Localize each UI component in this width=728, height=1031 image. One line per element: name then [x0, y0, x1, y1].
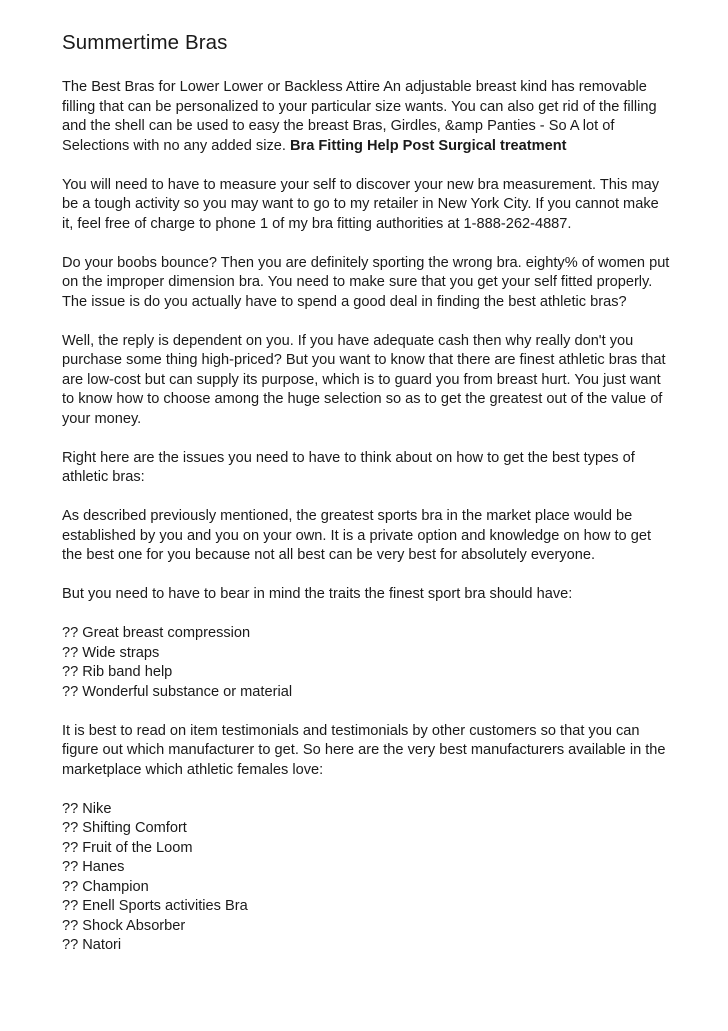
list-item	[62, 644, 674, 664]
brands-list	[62, 800, 674, 956]
list-item	[62, 839, 674, 859]
paragraph-described: As described previously mentioned, the greatest sports bra in the market place would be established by you and you on your own. It is a private option and knowledge on how to get the best one for you because not all best can be very best for absolutely everyone.	[62, 508, 652, 563]
list-item-text: Wonderful substance or material	[82, 683, 293, 700]
bullet-marker: ??	[62, 800, 79, 817]
list-item-text: Natori	[82, 937, 122, 953]
list-item	[62, 624, 674, 644]
list-item-text: Enell Sports activities Bra	[82, 898, 248, 914]
list-item	[62, 800, 674, 820]
paragraph-reply: Well, the reply is dependent on you. If you have adequate cash then why really don't you purchase some thing high-priced? But you want to know that there are finest athletic bras that are low-cost but can supply its purpose, which is to guard you from breast hurt. You just want to know how to choose among the huge selection so as to get the greatest out of the value of your money.	[62, 332, 666, 427]
bullet-marker: ??	[62, 859, 79, 875]
list-item	[62, 917, 674, 937]
list-item	[62, 936, 674, 956]
list-item-text: Wide straps	[82, 644, 160, 661]
bullet-marker: ??	[62, 664, 79, 680]
bullet-marker: ??	[62, 878, 79, 895]
paragraph-measure: You will need to have to measure your self to discover your new bra measurement. This may be a tough activity so you may want to go to my retailer in New York City. If you cannot make it, feel free of charge to phone 1 of my bra fitting authorities at 1-888-262-4887.	[62, 176, 660, 232]
list-item-text: Shifting Comfort	[82, 820, 187, 836]
list-item-text: Rib band help	[82, 664, 173, 680]
bullet-marker: ??	[62, 839, 79, 856]
paragraph-issues: Right here are the issues you need to have to think about on how to get the best types of athletic bras:	[62, 449, 635, 485]
list-item	[62, 897, 674, 917]
list-item	[62, 819, 674, 839]
paragraph-bounce: Do your boobs bounce? Then you are definitely sporting the wrong bra. eighty% of women put on the improper dimension bra. You need to make sure that you get your self fitted properly. The issue is do you actually have to spend a good deal in finding the best athletic bras?	[62, 254, 670, 310]
bullet-marker: ??	[62, 625, 79, 641]
document-title: Summertime Bras	[62, 31, 228, 54]
intro-bold-link[interactable]: Bra Fitting Help Post Surgical treatment	[289, 137, 567, 154]
list-item-text: Great breast compression	[82, 625, 251, 641]
bullet-marker: ??	[62, 898, 79, 914]
intro-text: The Best Bras for Lower Lower or Backless Attire An adjustable breast kind has removable filling that can be personalized to your particular size wants. You can also get rid of the filling and the shell can be used to easy the breast Bras, Girdles, &amp Panties - So A lot of Selections with no any added size.	[62, 79, 657, 154]
paragraph-testimonials: It is best to read on item testimonials and testimonials by other customers so that you can figure out which manufacturer to get. So here are the very best manufacturers available in the marketplace which athletic females love:	[62, 722, 666, 778]
bullet-marker: ??	[62, 644, 79, 661]
list-item-text: Champion	[82, 878, 149, 895]
list-item	[62, 683, 674, 703]
bullet-marker: ??	[62, 683, 79, 700]
list-item-text: Fruit of the Loom	[82, 839, 193, 856]
traits-list	[62, 624, 674, 702]
document-page	[62, 30, 674, 975]
list-item	[62, 878, 674, 898]
list-item-text: Shock Absorber	[82, 917, 186, 934]
list-item	[62, 858, 674, 878]
list-item-text: Nike	[82, 800, 112, 817]
bullet-marker: ??	[62, 937, 79, 953]
list-item	[62, 663, 674, 683]
paragraph-traits-intro: But you need to have to bear in mind the traits the finest sport bra should have:	[62, 586, 573, 602]
intro-paragraph	[62, 78, 674, 156]
bullet-marker: ??	[62, 917, 79, 934]
list-item-text: Hanes	[82, 859, 125, 875]
bullet-marker: ??	[62, 820, 79, 836]
